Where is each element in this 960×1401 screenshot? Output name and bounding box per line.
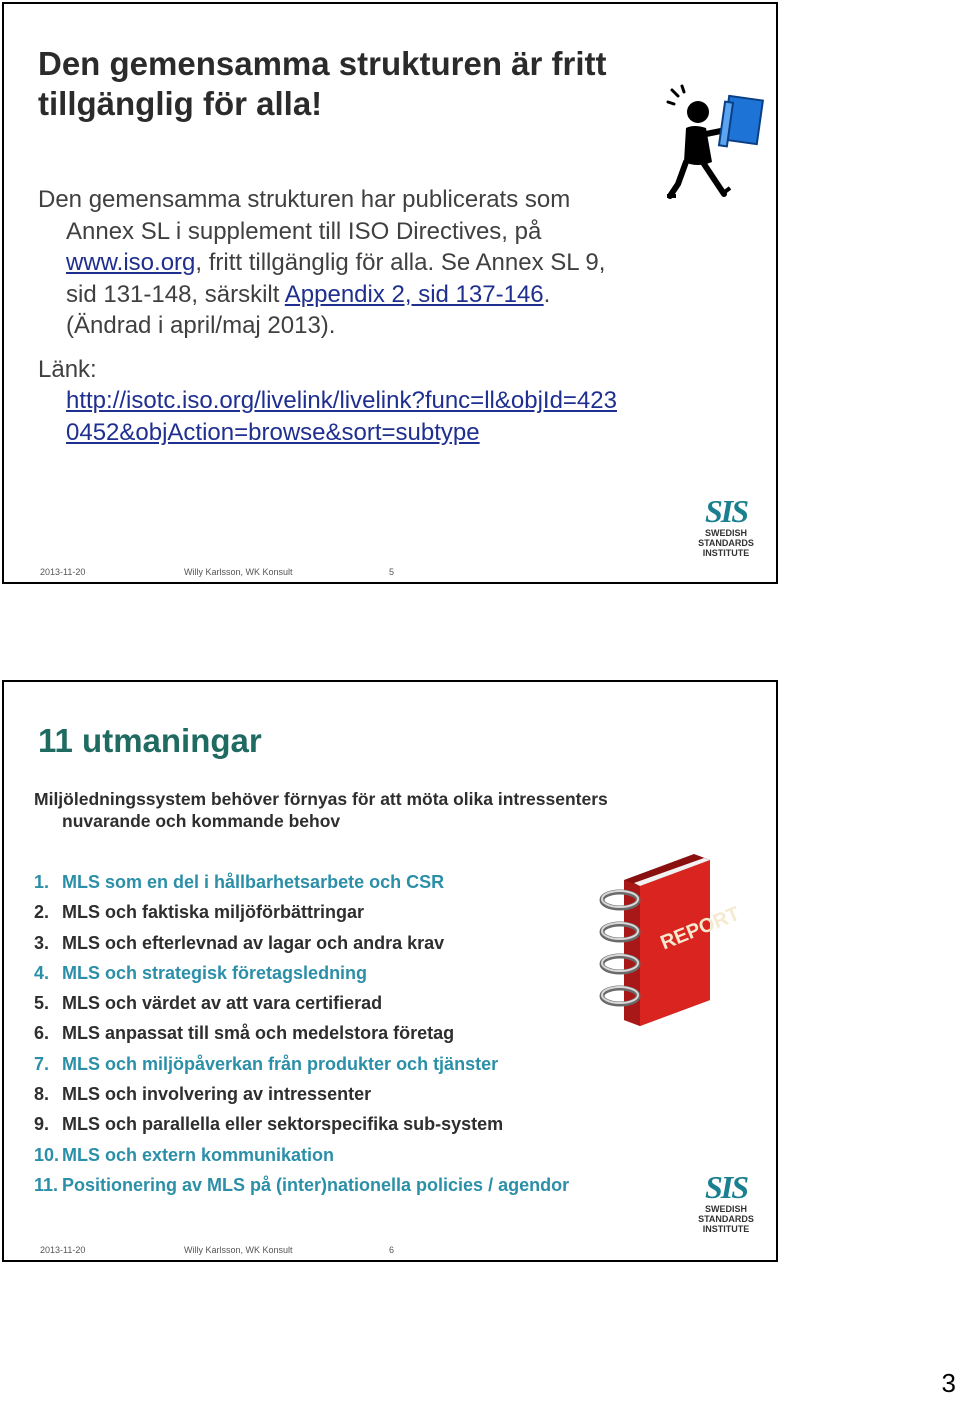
challenge-text: MLS och efterlevnad av lagar och andra krav bbox=[62, 932, 445, 953]
report-label: REPORT bbox=[657, 902, 743, 955]
sis-logo-line: STANDARDS bbox=[698, 1214, 754, 1224]
challenge-number: 10. bbox=[34, 1144, 60, 1165]
challenge-item bbox=[34, 900, 654, 930]
challenge-text: MLS och extern kommunikation bbox=[62, 1144, 335, 1165]
paragraph-line: Den gemensamma strukturen har publicerats som bbox=[38, 186, 571, 213]
challenge-number: 6. bbox=[34, 1023, 50, 1044]
challenge-text: Positionering av MLS på (inter)nationella policies / agendor bbox=[62, 1174, 570, 1195]
livelink-url-line[interactable]: http://isotc.iso.org/livelink/livelink?func=ll&objId=423 bbox=[66, 387, 617, 414]
document-page-number: 3 bbox=[941, 1368, 956, 1398]
paragraph-line: (Ändrad i april/maj 2013). bbox=[66, 312, 336, 339]
challenge-text: MLS och värdet av att vara certifierad bbox=[62, 993, 383, 1014]
sis-logo-mark: SIS bbox=[704, 1169, 748, 1205]
challenge-text: MLS och strategisk företagsledning bbox=[62, 962, 368, 983]
challenge-item bbox=[34, 961, 654, 991]
paragraph-line bbox=[38, 247, 678, 279]
sis-logo bbox=[694, 494, 758, 558]
challenge-item bbox=[34, 1082, 654, 1112]
challenge-item bbox=[34, 1112, 654, 1142]
challenge-item bbox=[34, 870, 654, 900]
challenge-number: 3. bbox=[34, 932, 50, 953]
livelink-url-line[interactable]: 0452&objAction=browse&sort=subtype bbox=[66, 418, 480, 446]
footer-date: 2013-11-20 bbox=[40, 1245, 86, 1255]
sis-logo-mark: SIS bbox=[704, 493, 748, 529]
challenge-text: MLS och involvering av intressenter bbox=[62, 1084, 372, 1105]
challenge-item bbox=[34, 991, 654, 1021]
slide-6 bbox=[2, 680, 778, 1262]
paragraph-text: , fritt tillgänglig för alla. Se Annex SL 9, bbox=[195, 249, 606, 276]
footer-author: Willy Karlsson, WK Konsult bbox=[184, 567, 293, 577]
sis-logo-line: SWEDISH bbox=[704, 528, 747, 538]
livelink-url[interactable] bbox=[38, 385, 678, 448]
report-binder-illustration bbox=[594, 850, 743, 1030]
sis-logo bbox=[694, 1170, 758, 1234]
challenge-number: 1. bbox=[34, 872, 50, 892]
slide-title: 11 utmaningar bbox=[38, 722, 262, 759]
paragraph-text: . bbox=[543, 280, 551, 308]
sis-logo-line: STANDARDS bbox=[698, 538, 754, 548]
challenge-text: MLS och faktiska miljöförbättringar bbox=[62, 902, 365, 923]
slide-intro bbox=[34, 788, 694, 832]
challenge-item bbox=[34, 931, 654, 961]
intro-line: nuvarande och kommande behov bbox=[62, 811, 341, 831]
link-label: Länk: bbox=[38, 355, 97, 383]
challenge-item bbox=[34, 1173, 654, 1203]
footer-author: Willy Karlsson, WK Konsult bbox=[184, 1245, 293, 1255]
challenge-text: MLS och miljöpåverkan från produkter och tjänster bbox=[62, 1053, 499, 1074]
appendix-link[interactable]: Appendix 2, sid 137-146 bbox=[284, 280, 544, 308]
challenge-number: 7. bbox=[34, 1053, 50, 1074]
paragraph-line bbox=[38, 279, 678, 311]
intro-line: Miljöledningssystem behöver förnyas för att möta olika intressenters bbox=[34, 789, 608, 809]
slide-body bbox=[38, 184, 678, 448]
challenge-text: MLS anpassat till små och medelstora företag bbox=[62, 1023, 455, 1044]
iso-site-link[interactable]: www.iso.org bbox=[66, 249, 196, 276]
challenge-text: MLS och parallella eller sektorspecifika sub-system bbox=[62, 1114, 504, 1135]
challenge-item bbox=[34, 1052, 654, 1082]
challenge-list bbox=[34, 870, 654, 1203]
slide-5 bbox=[2, 2, 778, 584]
footer-page-number: 6 bbox=[389, 1245, 395, 1255]
challenge-item bbox=[34, 1143, 654, 1173]
person-with-book-illustration bbox=[664, 84, 768, 204]
footer-page-number: 5 bbox=[389, 567, 395, 577]
sis-logo-line: INSTITUTE bbox=[702, 1224, 750, 1234]
slide-title: Den gemensamma strukturen är fritt tillgänglig för alla! bbox=[38, 45, 607, 122]
paragraph-line: Annex SL i supplement till ISO Directives, på bbox=[66, 217, 542, 245]
paragraph-text: sid 131-148, särskilt bbox=[66, 280, 285, 308]
challenge-number: 8. bbox=[34, 1084, 50, 1105]
challenge-number: 9. bbox=[34, 1114, 50, 1135]
sis-logo-line: SWEDISH bbox=[704, 1204, 747, 1214]
challenge-number: 2. bbox=[34, 902, 50, 923]
challenge-number: 4. bbox=[34, 962, 50, 983]
challenge-number: 11. bbox=[34, 1174, 59, 1195]
challenge-text: MLS som en del i hållbarhetsarbete och CSR bbox=[62, 872, 445, 892]
sis-logo-line: INSTITUTE bbox=[702, 548, 750, 558]
challenge-number: 5. bbox=[34, 993, 50, 1014]
footer-date: 2013-11-20 bbox=[40, 567, 86, 577]
challenge-item bbox=[34, 1021, 654, 1051]
